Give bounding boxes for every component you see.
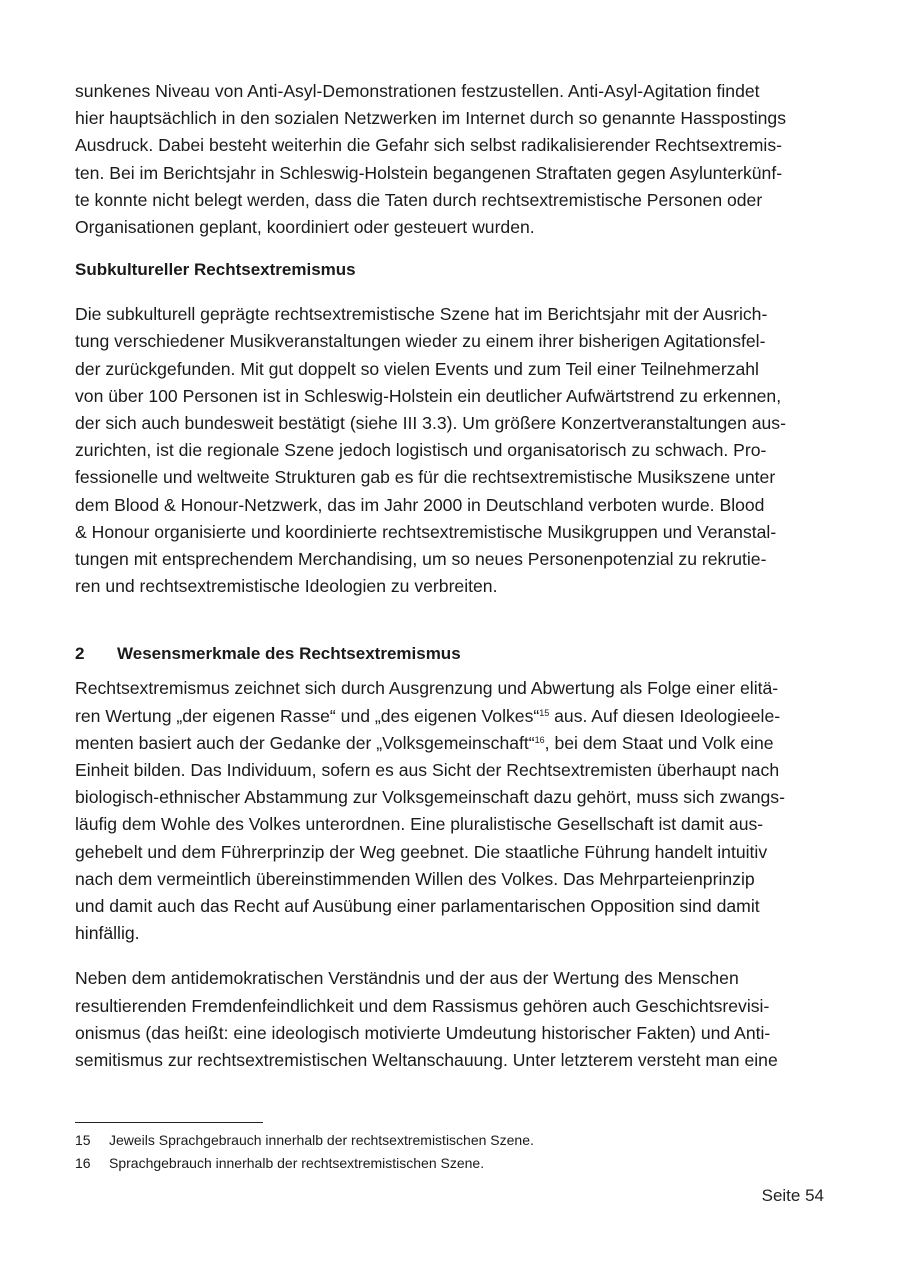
text-line: onismus (das heißt: eine ideologisch motivierte Umdeutung historischer Fakten) und Anti- bbox=[75, 1022, 771, 1043]
footnote-text: Sprachgebrauch innerhalb der rechtsextremistischen Szene. bbox=[109, 1155, 485, 1171]
text-line: tung verschiedener Musikveranstaltungen wieder zu einem ihrer bisherigen Agitationsfel- bbox=[75, 331, 766, 352]
text-segment: aus. Auf diesen Ideologieele- bbox=[549, 705, 781, 726]
text-line: Rechtsextremismus zeichnet sich durch Ausgrenzung und Abwertung als Folge einer elitä- bbox=[75, 678, 779, 699]
text-line: und damit auch das Recht auf Ausübung einer parlamentarischen Opposition sind damit bbox=[75, 896, 760, 917]
chapter-title: Wesensmerkmale des Rechtsextremismus bbox=[117, 644, 461, 664]
footnote-15 bbox=[75, 1129, 827, 1152]
text-segment: , bei dem Staat und Volk eine bbox=[544, 732, 774, 753]
text-line: hinfällig. bbox=[75, 923, 140, 944]
text-line: resultierenden Fremdenfeindlichkeit und dem Rassismus gehören auch Geschichtsrevisi- bbox=[75, 995, 770, 1016]
text-segment: ren Wertung „der eigenen Rasse“ und „des eigenen Volkes“ bbox=[75, 705, 540, 726]
text-line: zurichten, ist die regionale Szene jedoch logistisch und organisatorisch zu schwach. Pro- bbox=[75, 440, 767, 461]
text-line: fessionelle und weltweite Strukturen gab es für die rechtsextremistische Musikszene unter bbox=[75, 467, 776, 488]
text-line: Ausdruck. Dabei besteht weiterhin die Gefahr sich selbst radikalisierender Rechtsextremis- bbox=[75, 135, 782, 156]
chapter-number: 2 bbox=[75, 644, 85, 664]
text-line: hier hauptsächlich in den sozialen Netzwerken im Internet durch so genannte Hasspostings bbox=[75, 108, 787, 129]
footnotes bbox=[75, 1129, 827, 1175]
text-line: sunkenes Niveau von Anti-Asyl-Demonstrationen festzustellen. Anti-Asyl-Agitation findet bbox=[75, 81, 760, 101]
text-line: Neben dem antidemokratischen Verständnis und der aus der Wertung des Menschen bbox=[75, 968, 739, 989]
text-line: läufig dem Wohle des Volkes unterordnen. Eine pluralistische Gesellschaft ist damit aus- bbox=[75, 814, 764, 835]
text-line: ten. Bei im Berichtsjahr in Schleswig-Holstein begangenen Straftaten gegen Asylunterkünf- bbox=[75, 162, 783, 183]
footnote-number: 15 bbox=[75, 1132, 91, 1148]
paragraph-weltanschauung bbox=[75, 965, 827, 1074]
footnote-ref-16[interactable]: 16 bbox=[534, 734, 545, 745]
text-line: te konnte nicht belegt werden, dass die Taten durch rechtsextremistische Personen oder bbox=[75, 189, 763, 210]
text-line: semitismus zur rechtsextremistischen Weltanschauung. Unter letzterem versteht man eine bbox=[75, 1050, 778, 1071]
text-line: der zurückgefunden. Mit gut doppelt so vielen Events und zum Teil einer Teilnehmerzahl bbox=[75, 358, 759, 379]
text-line bbox=[75, 730, 827, 757]
page-number: Seite 54 bbox=[761, 1186, 824, 1205]
text-line: tungen mit entsprechendem Merchandising, um so neues Personenpotenzial zu rekrutie- bbox=[75, 549, 767, 570]
text-line: nach dem vermeintlich übereinstimmenden Willen des Volkes. Das Mehrparteienprinzip bbox=[75, 868, 755, 889]
text-line: Organisationen geplant, koordiniert oder gesteuert wurden. bbox=[75, 217, 535, 238]
footnote-number: 16 bbox=[75, 1155, 91, 1171]
text-line: Die subkulturell geprägte rechtsextremistische Szene hat im Berichtsjahr mit der Ausrich- bbox=[75, 304, 768, 325]
footnote-16 bbox=[75, 1152, 827, 1175]
text-line: biologisch-ethnischer Abstammung zur Volksgemeinschaft dazu gehört, muss sich zwangs- bbox=[75, 787, 785, 808]
footnote-text: Jeweils Sprachgebrauch innerhalb der rechtsextremistischen Szene. bbox=[109, 1132, 534, 1148]
text-line: von über 100 Personen ist in Schleswig-Holstein ein deutlicher Aufwärtstrend zu erkennen, bbox=[75, 385, 782, 406]
text-line bbox=[75, 703, 827, 730]
text-line: ren und rechtsextremistische Ideologien zu verbreiten. bbox=[75, 576, 498, 597]
paragraph-subkultur bbox=[75, 301, 827, 600]
footnote-divider bbox=[75, 1122, 263, 1123]
chapter-heading bbox=[75, 640, 827, 667]
text-line: dem Blood & Honour-Netzwerk, das im Jahr 2000 in Deutschland verboten wurde. Blood bbox=[75, 494, 765, 515]
paragraph-wesensmerkmale bbox=[75, 675, 827, 947]
subheading-subkultureller-rechtsextremismus: Subkultureller Rechtsextremismus bbox=[75, 260, 356, 280]
text-segment: menten basiert auch der Gedanke der „Volksgemeinschaft“ bbox=[75, 732, 535, 753]
text-line: der sich auch bundesweit bestätigt (siehe III 3.3). Um größere Konzertveranstaltungen aus- bbox=[75, 413, 786, 434]
page-body bbox=[75, 78, 827, 1074]
text-line: & Honour organisierte und koordinierte rechtsextremistische Musikgruppen und Veranstal- bbox=[75, 521, 777, 542]
footnote-ref-15[interactable]: 15 bbox=[539, 707, 550, 718]
text-line: gehebelt und dem Führerprinzip der Weg geebnet. Die staatliche Führung handelt intuitiv bbox=[75, 841, 768, 862]
text-line: Einheit bilden. Das Individuum, sofern es aus Sicht der Rechtsextremisten überhaupt nach bbox=[75, 760, 780, 781]
paragraph-anti-asyl bbox=[75, 78, 827, 241]
